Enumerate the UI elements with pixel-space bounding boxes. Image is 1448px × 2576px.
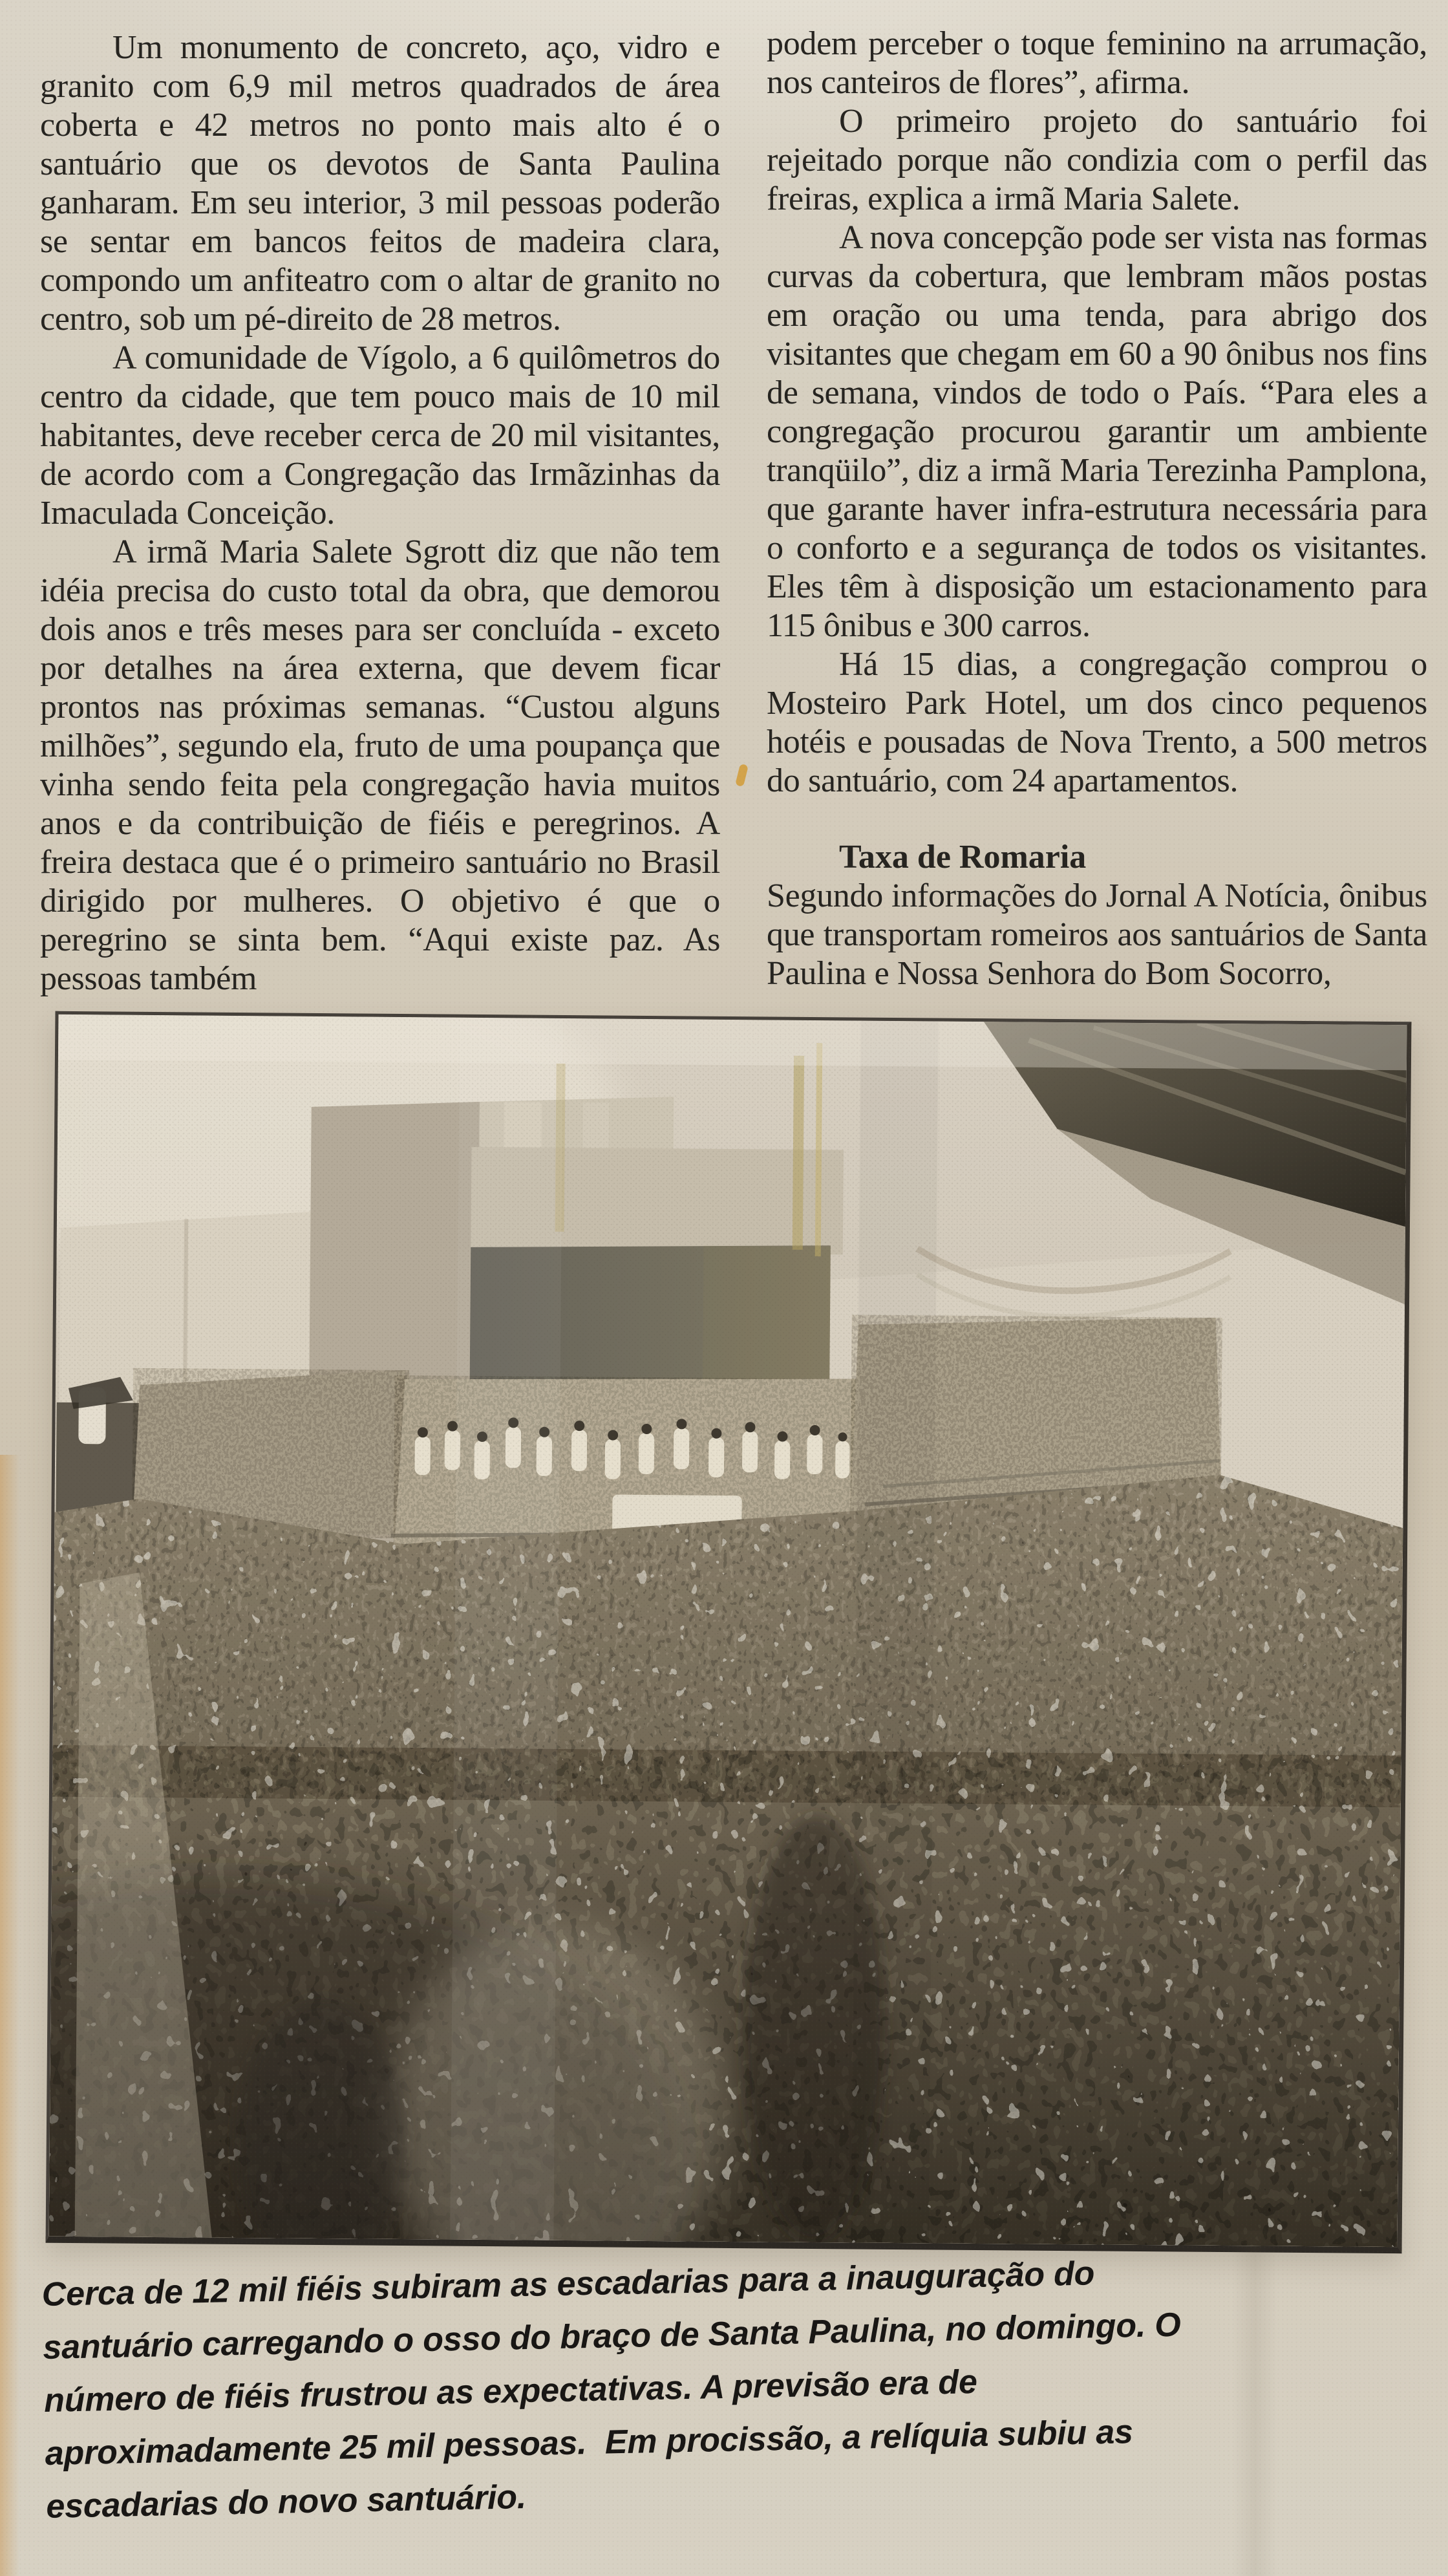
paragraph: A comunidade de Vígolo, a 6 quilômetros do centro da cidade, que tem pouco mais de 10 mil habitantes, deve receber cerca de 20 mil visitantes, de acordo com a Congregação das Irmãzinhas da Imaculada Conceição. xyxy=(40,339,720,531)
paragraph: Um monumento de concreto, aço, vidro e granito com 6,9 mil metros quadrados de área coberta e 42 metros no ponto mais alto é o santuário que os devotos de Santa Paulina ganharam. Em seu interior, 3 mil pessoas poderão se sentar em bancos feitos de madeira clara, compondo um anfiteatro com o altar de granito no centro, sob um pé-direito de 28 metros. xyxy=(40,29,720,338)
paper-crease xyxy=(1232,2231,1277,2576)
paragraph: Há 15 dias, a congregação comprou o Mosteiro Park Hotel, um dos cinco pequenos hotéis e pousadas de Nova Trento, a 500 metros do santuário, com 24 apartamentos. xyxy=(767,646,1427,799)
caption-line: santuário carregando o osso do braço de Santa Paulina, no domingo. O xyxy=(42,2306,1182,2367)
article-column-right xyxy=(767,25,1427,993)
crowd-photo-illustration xyxy=(49,1014,1407,2247)
article-column-left xyxy=(40,28,720,998)
paragraph: O primeiro projeto do santuário foi rejeitado porque não condizia com o perfil das freiras, explica a irmã Maria Salete. xyxy=(767,103,1427,217)
paragraph: A nova concepção pode ser vista nas formas curvas da cobertura, que lembram mãos postas em oração ou uma tenda, para abrigo dos visitantes que chegam em 60 a 90 ônibus nos fins de semana, vindos de todo o País. “Para eles a congregação procurou garantir um ambiente tranqüilo”, diz a irmã Maria Terezinha Pamplona, que garante haver infra-estrutura necessária para o conforto e a segurança de todos os visitantes. Eles têm à disposição um estacionamento para 115 ônibus e 300 carros. xyxy=(767,219,1427,644)
caption-line: aproximadamente 25 mil pessoas. Em procissão, a relíquia subiu as xyxy=(45,2413,1134,2473)
crowd-photo xyxy=(46,1011,1412,2253)
caption-line: escadarias do novo santuário. xyxy=(45,2478,527,2526)
photo-caption xyxy=(41,2245,1197,2533)
paragraph: podem perceber o toque feminino na arrumação, nos canteiros de flores”, afirma. xyxy=(767,25,1427,101)
caption-line: número de fiéis frustrou as expectativas. A previsão era de xyxy=(43,2363,978,2420)
subheading: Taxa de Romaria xyxy=(839,839,1087,875)
page-edge-glow xyxy=(0,1455,19,2576)
caption-line: Cerca de 12 mil fiéis subiram as escadarias para a inauguração do xyxy=(41,2255,1095,2313)
paragraph: A irmã Maria Salete Sgrott diz que não tem idéia precisa do custo total da obra, que demorou dois anos e três meses para ser concluída - exceto por detalhes na área externa, que devem ficar prontos nas próximas semanas. “Custou alguns milhões”, segundo ela, fruto de uma poupança que vinha sendo feita pela congregação havia muitos anos e da contribuição de fiéis e peregrinos. A freira destaca que é o primeiro santuário no Brasil dirigido por mulheres. O objetivo é que o peregrino se sinta bem. “Aqui existe paz. As pessoas também xyxy=(40,533,720,997)
ink-fleck xyxy=(735,764,749,787)
paragraph: Segundo informações do Jornal A Notícia, ônibus que transportam romeiros aos santuários de Santa Paulina e Nossa Senhora do Bom Socorro, xyxy=(767,877,1427,992)
photo-texture-overlays xyxy=(49,1014,1407,2247)
